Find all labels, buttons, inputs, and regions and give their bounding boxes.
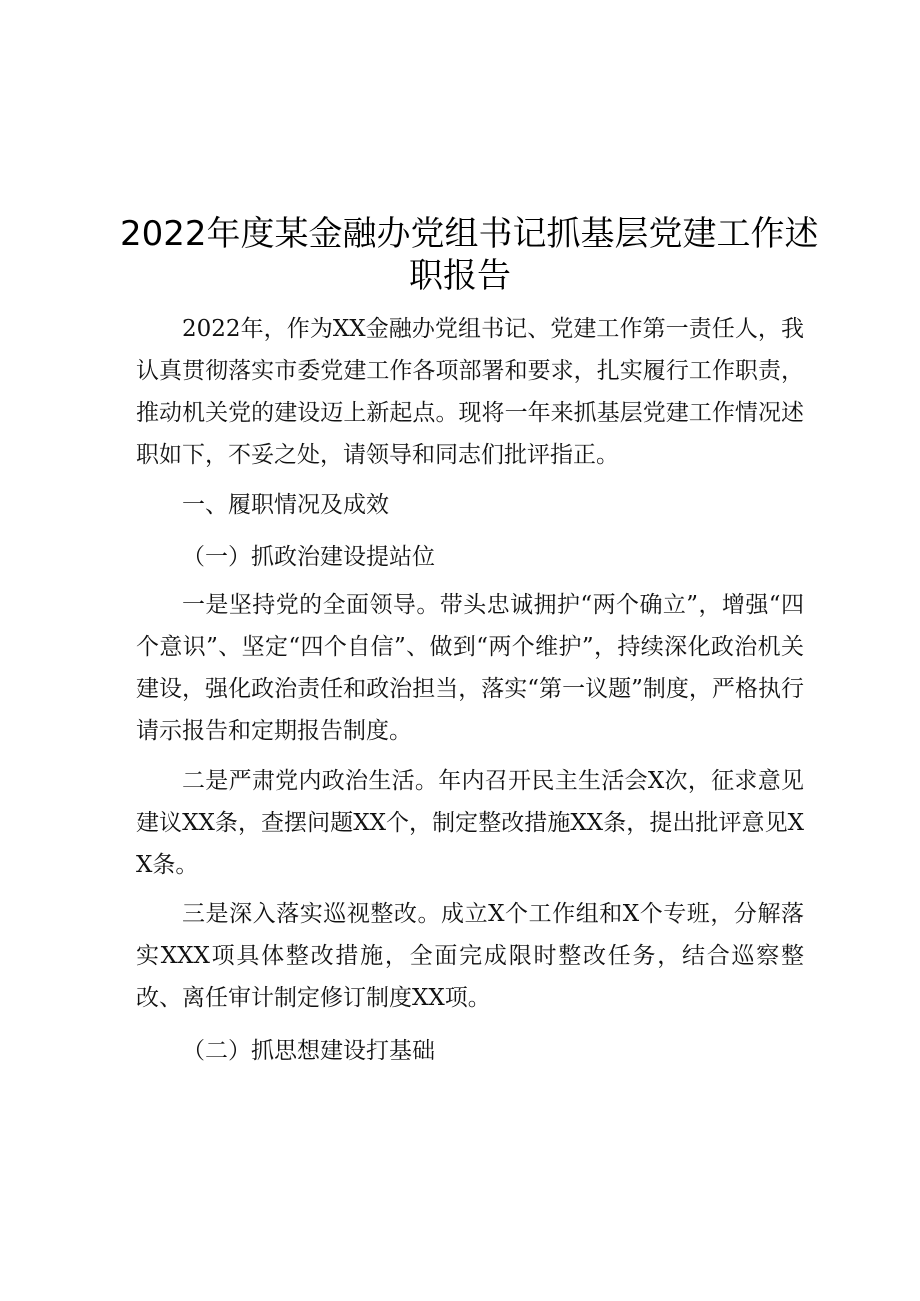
intro-paragraph: 2022年，作为XX金融办党组书记、党建工作第一责任人，我认真贯彻落实市委党建工作各项部署和要求，扎实履行工作职责，推动机关党的建设迈上新起点。现将一年来抓基层党建工作情况述职如下，不妥之处，请领导和同志们批评指正。 bbox=[136, 316, 804, 468]
subsection-heading-2: （二）抓思想建设打基础 bbox=[182, 1038, 435, 1064]
paragraph-inspection-rectification: 三是深入落实巡视整改。成立X个工作组和X个专班，分解落实XXX项具体整改措施，全面完成限时整改任务，结合巡察整改、离任审计制定修订制度XX项。 bbox=[136, 901, 804, 1011]
paragraph-party-life: 二是严肃党内政治生活。年内召开民主生活会X次，征求意见建议XX条，查摆问题XX个，制定整改措施XX条，提出批评意见XX条。 bbox=[136, 768, 804, 878]
title-line-2: 职报告 bbox=[409, 255, 511, 296]
document-title bbox=[120, 213, 819, 297]
section-heading-1: 一、履职情况及成效 bbox=[182, 492, 389, 518]
paragraph-political-leadership: 一是坚持党的全面领导。带头忠诚拥护“两个确立”，增强“四个意识”、坚定“四个自信”、做到“两个维护”，持续深化政治机关建设，强化政治责任和政治担当，落实“第一议题”制度，严格执行请示报告和定期报告制度。 bbox=[136, 592, 804, 744]
title-line-1: 2022年度某金融办党组书记抓基层党建工作述 bbox=[120, 213, 819, 254]
subsection-heading-1: （一）抓政治建设提站位 bbox=[182, 544, 435, 570]
